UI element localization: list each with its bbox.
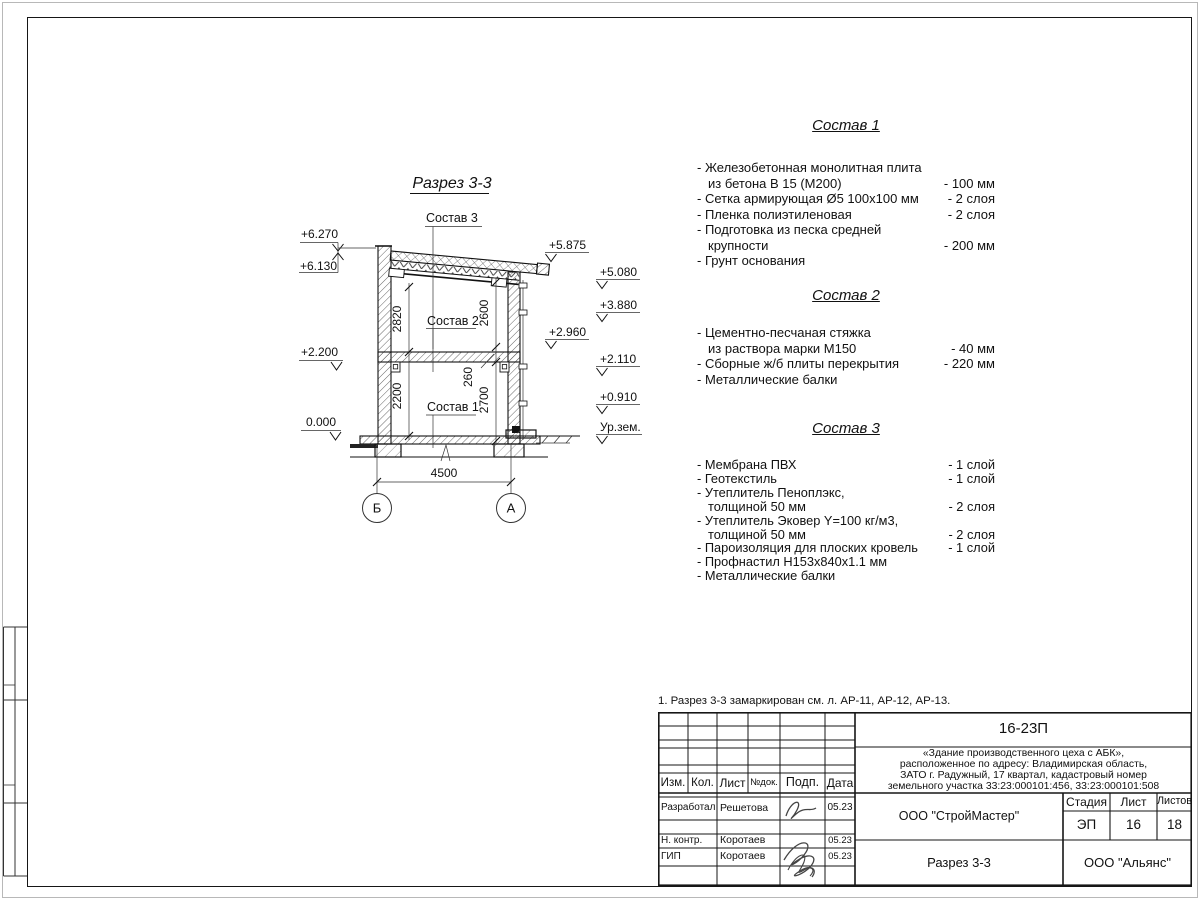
composition-line: - Утеплитель Эковер Y=100 кг/м3,: [697, 512, 899, 528]
elev-6270: +6.270: [300, 227, 338, 241]
composition-line: крупности - 200 мм: [708, 237, 995, 253]
row-razrabotal-date: 05.23: [827, 802, 853, 814]
row-razrabotal-name: Решетова: [720, 801, 769, 814]
composition-1-items: [697, 160, 995, 269]
ground-level-label: Ур.зем.: [600, 420, 641, 434]
col-list: Лист: [719, 775, 746, 790]
col-ndok: №док.: [750, 776, 778, 788]
elevation-marks-right: [545, 238, 642, 444]
composition-line: - Железобетонная монолитная плита: [697, 160, 922, 175]
composition-line: - Пароизоляция для плоских кровель - 1 слой: [697, 540, 995, 556]
elev-2110: +2.110: [600, 352, 637, 366]
composition-line: толщиной 50 мм - 2 слоя: [708, 498, 995, 514]
row-nkontr-role: Н. контр.: [661, 834, 703, 846]
axis-bubble-b: Б: [372, 500, 382, 516]
dim-4500: 4500: [430, 466, 458, 480]
dim-2820: 2820: [390, 305, 404, 333]
sheets-value: 18: [1166, 817, 1183, 833]
row-nkontr-date: 05.23: [828, 834, 852, 846]
section-drawing: [290, 168, 655, 538]
project-description: [855, 747, 1192, 793]
composition-2-items: [697, 325, 995, 387]
composition-line: - Металлические балки: [697, 371, 838, 387]
col-data: Дата: [826, 775, 854, 790]
elev-5875: +5.875: [549, 238, 587, 252]
stage-label: Стадия: [1066, 794, 1107, 809]
elev-0000: 0.000: [305, 415, 336, 429]
composition-line: - Мембрана ПВХ - 1 слой: [697, 457, 995, 472]
sheets-label: Листов: [1156, 795, 1193, 808]
composition-3-title: Состав 3: [812, 420, 880, 437]
stage-value: ЭП: [1076, 817, 1097, 833]
composition-line: - Утеплитель Пеноплэкс,: [697, 484, 845, 500]
composition-2-title: Состав 2: [812, 287, 880, 304]
composition-line: - Металлические балки: [697, 568, 836, 584]
dim-2700: 2700: [477, 386, 491, 414]
elev-2200: +2.200: [300, 345, 338, 359]
composition-line: - Сборные ж/б плиты перекрытия - 220 мм: [697, 356, 995, 371]
elevation-marks-left: [299, 227, 376, 440]
composition-list-1: [697, 116, 995, 269]
project-description-line: «Здание производственного цеха с АБК»,: [922, 747, 1125, 759]
composition-list-3: [697, 419, 995, 583]
composition-list-2: [697, 286, 995, 387]
sheet-value: 16: [1125, 817, 1142, 833]
project-description-line: земельного участка 33:23:000101:456, 33:23:000101:508: [887, 781, 1160, 793]
title-block: [658, 712, 1192, 886]
composition-1-title: Состав 1: [812, 117, 880, 134]
composition-line: - Сетка армирующая Ø5 100х100 мм - 2 слоя: [697, 191, 995, 206]
sheet-label: Лист: [1120, 794, 1147, 809]
label-sostav-1: Состав 1: [427, 400, 479, 414]
row-razrabotal-role: Разработал: [661, 802, 716, 814]
ground-hatch-ticks: [542, 436, 572, 443]
composition-line: - Пленка полиэтиленовая - 2 слоя: [697, 206, 995, 222]
dim-2200: 2200: [390, 382, 404, 410]
signature-razrabotal: [786, 802, 816, 818]
composition-line: - Грунт основания: [697, 253, 806, 268]
composition-line: - Геотекстиль - 1 слой: [697, 470, 995, 486]
sheet-note: 1. Разрез 3-3 замаркирован см. л. АР-11, АР-12, АР-13.: [658, 695, 951, 707]
composition-line: из бетона В 15 (М200) - 100 мм: [708, 175, 995, 191]
dim-260: 260: [461, 366, 475, 388]
row-gip-role: ГИП: [661, 850, 681, 862]
project-description-line: ЗАТО г. Радужный, 17 квартал, кадастровый номер: [900, 770, 1147, 781]
composition-line: из раствора марки М150 - 40 мм: [708, 340, 995, 356]
elev-0910: +0.910: [600, 390, 638, 404]
composition-leaders: [425, 211, 482, 448]
col-izm: Изм.: [660, 776, 686, 789]
sheet-title: Разрез 3-3: [927, 854, 991, 870]
doc-number: 16-23П: [998, 720, 1049, 738]
elev-3880: +3.880: [600, 298, 638, 312]
row-nkontr-name: Коротаев: [720, 834, 766, 847]
company: ООО "Альянс": [1084, 854, 1171, 870]
left-margin-stamp: [0, 620, 30, 882]
col-podp: Подп.: [785, 775, 820, 790]
dim-2600: 2600: [477, 299, 491, 327]
elev-6130: +6.130: [299, 259, 337, 273]
elev-2960: +2.960: [549, 325, 587, 339]
row-gip-name: Коротаев: [720, 850, 766, 863]
break-symbol: [441, 445, 450, 461]
col-kol: Кол.: [691, 776, 714, 789]
label-sostav-2: Состав 2: [427, 314, 479, 328]
view-title: Разрез 3-3: [412, 175, 492, 192]
composition-line: толщиной 50 мм - 2 слоя: [708, 526, 995, 542]
composition-line: - Профнастил Н153х840х1.1 мм: [697, 554, 888, 570]
axis-bubble-a: А: [506, 500, 516, 516]
row-gip-date: 05.23: [828, 850, 852, 862]
label-sostav-3: Состав 3: [426, 211, 478, 225]
contractor: ООО "СтройМастер": [898, 808, 1020, 823]
elev-5080: +5.080: [600, 265, 638, 279]
composition-line: - Цементно-песчаная стяжка: [697, 325, 871, 340]
composition-line: - Подготовка из песка средней: [697, 222, 882, 237]
floor-slab: [378, 352, 520, 372]
composition-3-items: [697, 458, 995, 583]
project-description-line: расположенное по адресу: Владимирская область,: [899, 758, 1148, 770]
